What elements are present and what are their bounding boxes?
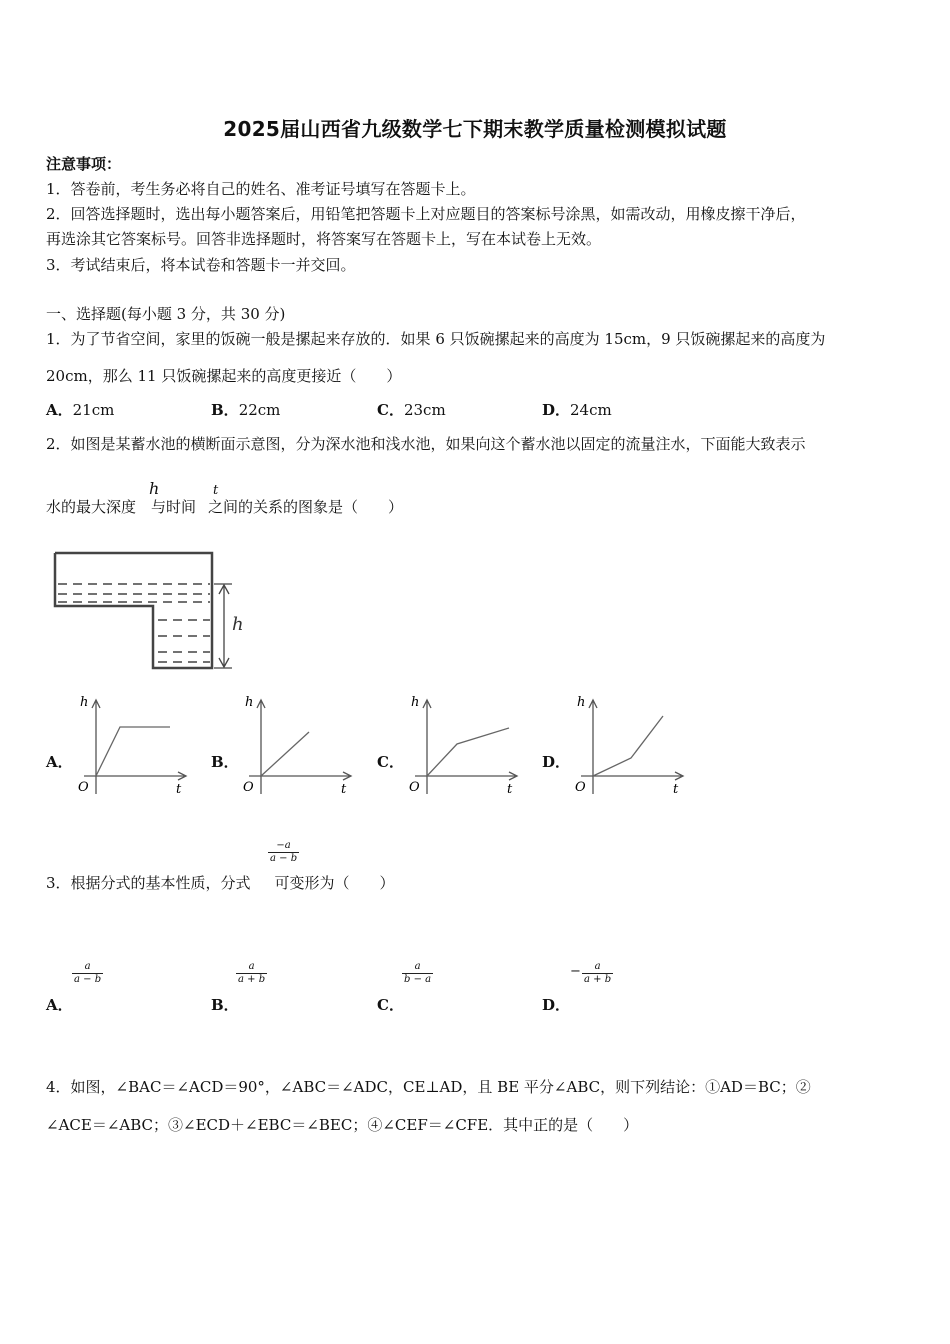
- q2-text-part-b: 与时间: [151, 498, 197, 516]
- q2-graph-b-y-label: h: [245, 695, 254, 710]
- q2-graph-c-y-label: h: [411, 695, 420, 710]
- q1-option-a[interactable]: [46, 399, 114, 420]
- q1-option-b[interactable]: [211, 399, 280, 420]
- q2-option-b[interactable]: B．: [211, 753, 239, 771]
- q2-graph-b-x-label: t: [341, 782, 347, 797]
- q1-option-b-label: B．: [211, 401, 239, 419]
- q3-option-b-fraction: [236, 961, 267, 986]
- q2-text-part-a: 水的最大深度: [46, 498, 137, 516]
- q3-option-c-fraction: [402, 961, 433, 986]
- q3-option-a-fraction: [72, 961, 103, 986]
- q2-graph-d-origin: O: [575, 780, 586, 795]
- q1-option-d[interactable]: [542, 399, 612, 420]
- q3-option-a-num: a: [72, 961, 103, 974]
- q2-graph-d: [567, 690, 692, 798]
- q2-graph-a-y-label: h: [80, 695, 89, 710]
- q1-option-d-text: 24cm: [570, 401, 612, 419]
- q2-graph-b: [235, 690, 360, 798]
- q1-option-a-label: A．: [46, 401, 73, 419]
- q4-text-line2: ∠ACE＝∠ABC；③∠ECD＋∠EBC＝∠BEC；④∠CEF＝∠CFE．其中正的是（ ）: [46, 1116, 639, 1134]
- q3-option-b-den: a + b: [238, 974, 266, 985]
- q2-option-a[interactable]: A．: [46, 753, 73, 771]
- q2-graph-c: [401, 690, 526, 798]
- q2-text-line2: [46, 496, 403, 517]
- q3-option-d[interactable]: D．: [542, 996, 571, 1014]
- q2-text-line1: 2．如图是某蓄水池的横断面示意图，分为深水池和浅水池，如果向这个蓄水池以固定的流量注水，下面能大致表示: [46, 435, 806, 453]
- q3-option-b[interactable]: B．: [211, 996, 239, 1014]
- reservoir-diagram: [50, 548, 260, 676]
- q2-graph-d-y-label: h: [577, 695, 586, 710]
- q3-fraction-num: −a: [268, 840, 299, 853]
- q4-text-line1: 4．如图，∠BAC＝∠ACD＝90°，∠ABC＝∠ADC，CE⊥AD，且 BE 平分∠ABC，则下列结论：①AD＝BC；②: [46, 1078, 811, 1096]
- q2-graph-a: [70, 690, 195, 798]
- q3-fraction: [268, 840, 299, 865]
- q1-text-line2: 20cm，那么 11 只饭碗摞起来的高度更接近（ ）: [46, 367, 402, 385]
- notice-heading: 注意事项：: [46, 155, 122, 173]
- q2-graph-d-x-label: t: [673, 782, 679, 797]
- q1-option-b-text: 22cm: [238, 401, 281, 419]
- notice-item-2: 2．回答选择题时，选出每小题答案后，用铅笔把答题卡上对应题目的答案标号涂黑，如需改动，用橡皮擦干净后，: [46, 205, 806, 223]
- q3-option-d-den: a + b: [584, 974, 612, 985]
- q2-var-h: h: [149, 479, 160, 498]
- q1-option-c[interactable]: [377, 399, 446, 420]
- q2-graph-c-x-label: t: [507, 782, 513, 797]
- q3-option-c-den: b − a: [404, 974, 432, 985]
- q3-option-a[interactable]: A．: [46, 996, 73, 1014]
- q1-option-c-label: C．: [377, 401, 404, 419]
- reservoir-h-label: h: [232, 614, 244, 635]
- q2-text-part-c: 之间的关系的图象是（ ）: [208, 498, 404, 516]
- q3-option-a-den: a − b: [74, 974, 102, 985]
- q3-text-b: 可变形为（ ）: [274, 874, 395, 892]
- q3-option-b-num: a: [236, 961, 267, 974]
- q2-var-t: t: [213, 483, 219, 498]
- q3-text-a: 3．根据分式的基本性质，分式: [46, 874, 251, 892]
- q1-option-a-text: 21cm: [72, 401, 115, 419]
- q2-graph-c-origin: O: [409, 780, 420, 795]
- page-title: 2025届山西省九级数学七下期末教学质量检测模拟试题: [223, 117, 727, 141]
- q1-text-line1: 1．为了节省空间，家里的饭碗一般是摞起来存放的．如果 6 只饭碗摞起来的高度为 15cm，9 只饭碗摞起来的高度为: [46, 330, 826, 348]
- q2-graph-a-origin: O: [78, 780, 89, 795]
- q3-option-d-num: a: [582, 961, 613, 974]
- section-heading: 一、选择题(每小题 3 分，共 30 分): [46, 305, 286, 323]
- q3-text: [46, 872, 395, 893]
- q2-option-c[interactable]: C．: [377, 753, 404, 771]
- q3-option-c-num: a: [402, 961, 433, 974]
- q1-option-d-label: D．: [542, 401, 571, 419]
- q2-option-d[interactable]: D．: [542, 753, 571, 771]
- q3-option-c[interactable]: C．: [377, 996, 404, 1014]
- q2-graph-a-x-label: t: [176, 782, 182, 797]
- notice-item-3: 3．考试结束后，将本试卷和答题卡一并交回。: [46, 256, 356, 274]
- notice-item-1: 1．答卷前，考生务必将自己的姓名、准考证号填写在答题卡上。: [46, 180, 476, 198]
- q2-graph-b-origin: O: [243, 780, 254, 795]
- q3-fraction-den: a − b: [270, 853, 298, 864]
- q3-option-d-sign: −: [570, 964, 581, 979]
- q1-option-c-text: 23cm: [403, 401, 446, 419]
- q3-option-d-fraction: [582, 961, 613, 986]
- notice-item-2-cont: 再选涂其它答案标号。回答非选择题时，将答案写在答题卡上，写在本试卷上无效。: [46, 230, 602, 248]
